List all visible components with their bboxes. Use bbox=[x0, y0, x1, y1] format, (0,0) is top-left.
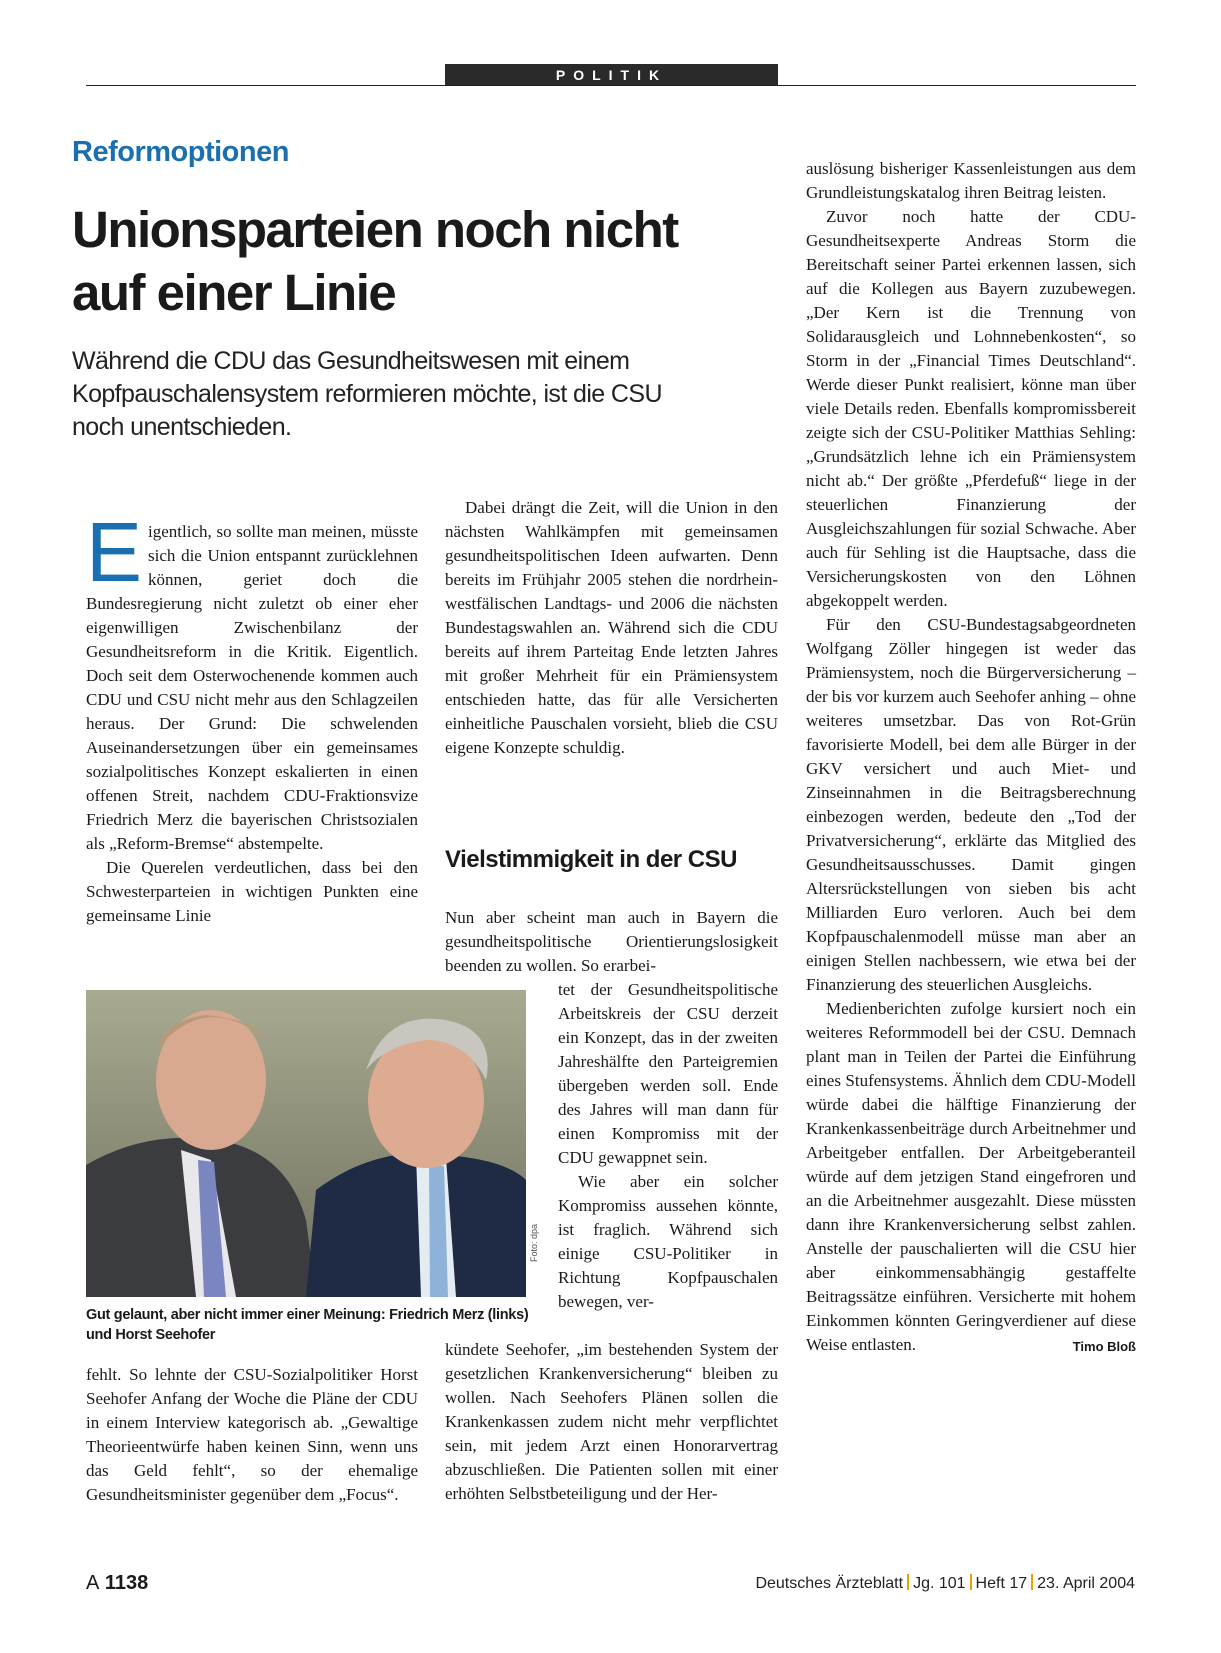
page-number bbox=[86, 1572, 148, 1595]
paragraph-text: igentlich, so sollte man meinen, müsste sich die Union entspannt zurücklehnen können, geriet doch die Bundesregierung nicht zuletzt ob einer eher eigenwilligen Zwischenbilanz der Gesundheitsreform in die Kritik. Eigentlich. Doch seit dem Osterwochenende kommen auch CDU und CSU nicht mehr aus den Schlagzeilen heraus. Der Grund: Die schwelenden Auseinandersetzungen über ein gemeinsames sozialpolitisches Konzept eskalierten in einen offenen Streit, nachdem CDU-Fraktionsvize Friedrich Merz die bayerischen Christsozialen als „Reform-Bremse“ abstempelte. bbox=[86, 522, 418, 853]
separator bbox=[907, 1574, 909, 1590]
paragraph: Die Querelen verdeutlichen, dass bei den Schwesterparteien in wichtigen Punkten eine gemeinsame Linie bbox=[86, 858, 418, 925]
article-headline: Unionsparteien noch nicht auf einer Linie bbox=[72, 201, 678, 321]
paragraph: Wie aber ein solcher Kompromiss aussehen könnte, ist fraglich. Während sich einige CSU-Politiker in Richtung Kopfpauschalen bewegen, ver- bbox=[558, 1172, 778, 1311]
article-kicker: Reformoptionen bbox=[72, 136, 289, 168]
section-label: POLITIK bbox=[445, 64, 778, 86]
photo-image bbox=[86, 990, 526, 1297]
article-column-3 bbox=[806, 157, 1136, 1359]
article-subheading: Vielstimmigkeit in der CSU bbox=[445, 846, 737, 873]
author-byline: Timo Bloß bbox=[1072, 1339, 1136, 1354]
journal-info bbox=[755, 1574, 1135, 1593]
paragraph: auslösung bisheriger Kassenleistungen aus dem Grundleistungskatalog ihren Beitrag leisten. bbox=[806, 159, 1136, 202]
paragraph: Dabei drängt die Zeit, will die Union in den nächsten Wahlkämpfen mit gemeinsamen gesundheitspolitischen Ideen aufwarten. Denn bereits im Frühjahr 2005 stehen die nordrhein-westfälischen Landtags- und 2006 die nächsten Bundestagswahlen an. Während sich die CDU bereits auf ihrem Parteitag Ende letzten Jahres mit großer Mehrheit für ein Prämiensystem entschieden hatte, das für alle Versicherten einheitliche Pauschalen vorsieht, blieb die CSU eigene Konzepte schuldig. bbox=[445, 498, 778, 757]
page-prefix: A bbox=[86, 1572, 100, 1594]
article-column-1 bbox=[86, 505, 418, 928]
article-column-2-narrow bbox=[558, 978, 778, 1314]
separator bbox=[970, 1574, 972, 1590]
paragraph: fehlt. So lehnte der CSU-Sozialpolitiker Horst Seehofer Anfang der Woche die Pläne der CDU in einem Interview kategorisch ab. „Gewaltige Theorieentwürfe haben keinen Sinn, wenn uns das Geld fehlt“, so der ehemalige Gesundheitsminister gegenüber dem „Focus“. bbox=[86, 1365, 418, 1504]
drop-cap: E bbox=[86, 505, 143, 599]
paragraph: Nun aber scheint man auch in Bayern die gesundheitspolitische Orientierungslosigkeit beenden zu wollen. So erarbei- bbox=[445, 908, 778, 975]
photo-credit: Foto: dpa bbox=[529, 1223, 539, 1262]
paragraph: Zuvor noch hatte der CDU-Gesundheitsexperte Andreas Storm die Bereitschaft seiner Partei erkennen lassen, sich auf die Kollegen aus Bayern zuzubewegen. „Der Kern ist die Trennung von Solidarausgleich und Lohnnebenkosten“, so Storm in der „Financial Times Deutschland“. Werde dieser Punkt realisiert, könne man über viele Details reden. Ebenfalls kompromissbereit zeigte sich der CSU-Politiker Matthias Sehling: „Grundsätzlich lehne ich ein Prämiensystem nicht ab.“ Der größte „Pferdefuß“ liege in der steuerlichen Finanzierung der Ausgleichszahlungen für sozial Schwache. Aber auch für Sehling ist die Hauptsache, dass die Versicherungskosten von den Löhnen abgekoppelt werden. bbox=[806, 207, 1136, 610]
article-column-2 bbox=[445, 496, 778, 760]
paragraph-text: Medienberichten zufolge kursiert noch ein weiteres Reformmodell bei der CSU. Demnach plant man in Teilen der Partei die Einführung eines Stufensystems. Ähnlich dem CDU-Modell würde dabei die hälftige Finanzierung der Krankenkassenbeiträge durch Arbeitnehmer und Arbeitgeber entfallen. Der Arbeitgeberanteil würde auf dem jetzigen Stand eingefroren und an die Arbeitnehmer ausgezahlt. Diese müssten dann ihre Krankenversicherung selbst zahlen. Anstelle der pauschalierten will die CSU hier aber einkommensabhängig gestaffelte Beitragssätze einführen. Versicherte mit hohem Einkommen könnten Geringverdiener auf diese Weise entlasten. bbox=[806, 999, 1136, 1354]
article-column-2-bottom bbox=[445, 1338, 778, 1506]
header-rule bbox=[86, 85, 1136, 86]
separator bbox=[1031, 1574, 1033, 1590]
article-column-1-continued bbox=[86, 1363, 418, 1507]
paragraph: kündete Seehofer, „im bestehenden System der gesetzlichen Krankenversicherung“ bleiben zu wollen. Nach Seehofers Plänen sollen die Krankenkassen zudem nicht mehr verpflichtet sein, mit jedem Arzt einen Honorarvertrag abzuschließen. Die Patienten sollen mit einer erhöhten Selbstbeteiligung und der Her- bbox=[445, 1340, 778, 1503]
article-photo bbox=[86, 990, 526, 1297]
article-column-2-mid bbox=[445, 906, 778, 978]
journal-name: Deutsches Ärzteblatt bbox=[755, 1575, 904, 1592]
journal-volume: Jg. 101 bbox=[913, 1575, 966, 1592]
paragraph: tet der Gesundheitspolitische Arbeitskreis der CSU derzeit ein Konzept, das in der zweiten Jahreshälfte den Parteigremien übergeben werden soll. Ende des Jahres will man dann für einen Kompromiss mit der CDU gewappnet sein. bbox=[558, 980, 778, 1167]
paragraph bbox=[86, 505, 418, 856]
journal-issue: Heft 17 bbox=[975, 1575, 1028, 1592]
paragraph: Für den CSU-Bundestagsabgeordneten Wolfgang Zöller hingegen ist weder das Prämiensystem, noch die Bürgerversicherung – der bis vor kurzem auch Seehofer anhing – ohne weiteres umsetzbar. Das von Rot-Grün favorisierte Modell, bei dem alle Bürger in der GKV versichert und auch Miet- und Zinseinnahmen in die Beitragsberechnung einbezogen werden, bedeute den „Tod der Privatversicherung“, erklärte das Mitglied des Gesundheitsausschusses. Damit gingen Altersrückstellungen von sieben bis acht Milliarden Euro verloren. Auch bei dem Kopfpauschalenmodell müsse man aber an einigen Stellen nachbessern, wie etwa bei der Finanzierung des steuerlichen Ausgleichs. bbox=[806, 615, 1136, 994]
page-number-value: 1138 bbox=[104, 1572, 149, 1594]
article-lead: Während die CDU das Gesundheitswesen mit einem Kopfpauschalensystem reformieren möchte, ist die CSU noch unentschieden. bbox=[72, 347, 662, 441]
journal-date: 23. April 2004 bbox=[1037, 1575, 1135, 1592]
photo-caption: Gut gelaunt, aber nicht immer einer Meinung: Friedrich Merz (links) und Horst Seehofer bbox=[86, 1307, 529, 1343]
paragraph bbox=[806, 997, 1136, 1357]
